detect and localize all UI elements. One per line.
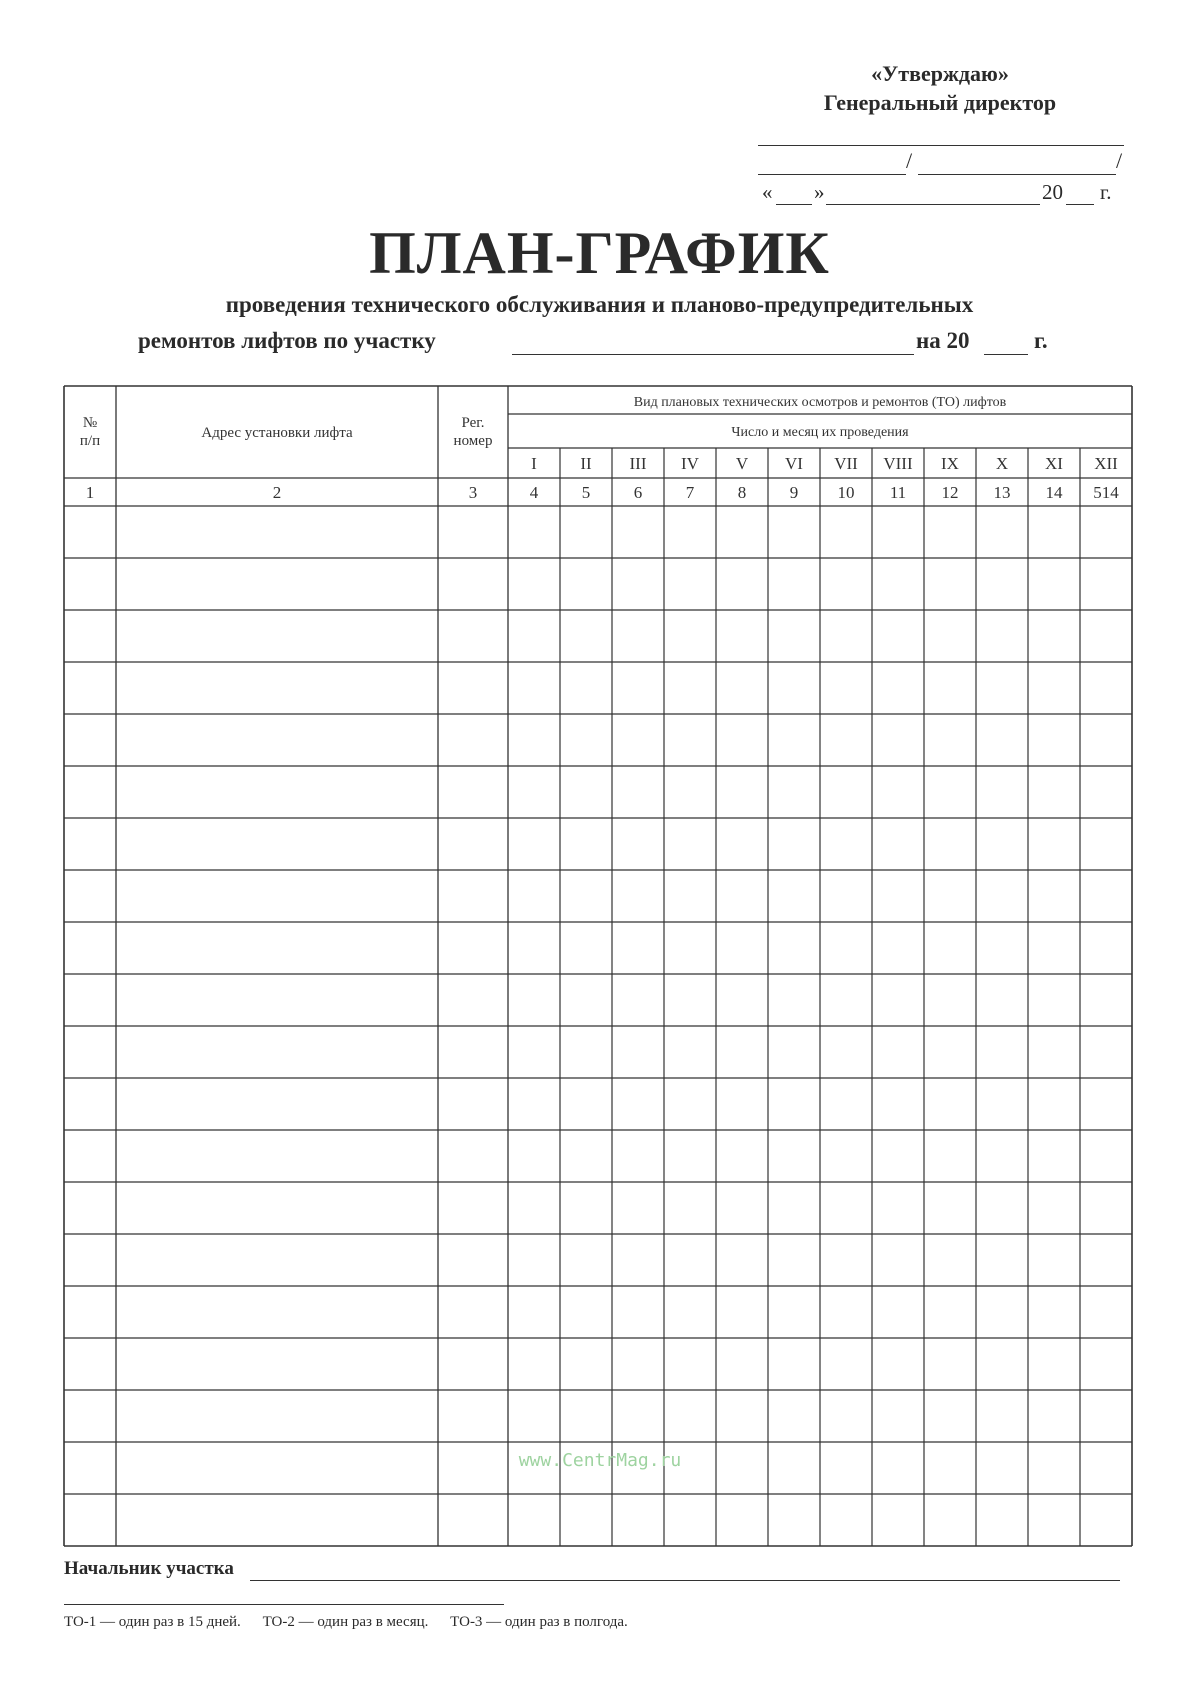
year-suffix: г.	[1100, 180, 1112, 204]
month-label-x: X	[995, 454, 1009, 473]
chief-signature-field[interactable]	[250, 1580, 1120, 1581]
column-number: 12	[941, 483, 959, 502]
subtitle-suffix: г.	[1034, 328, 1048, 353]
open-quote: «	[762, 180, 773, 204]
month-label-vii: VII	[834, 454, 858, 473]
month-label-vi: VI	[785, 454, 803, 473]
close-quote: »	[814, 180, 825, 204]
footnote-divider	[64, 1604, 504, 1605]
column-number: 7	[685, 483, 695, 502]
column-number: 13	[993, 483, 1011, 502]
approval-role: Генеральный директор	[823, 90, 1057, 115]
column-number: 9	[789, 483, 799, 502]
column-number: 5	[581, 483, 591, 502]
footnote-to2: ТО-2 — один раз в месяц.	[262, 1614, 429, 1630]
col-header-reg-line2: номер	[453, 433, 493, 449]
col-header-reg	[438, 414, 508, 450]
column-number: 514	[1093, 483, 1119, 502]
subtitle-prefix: ремонтов лифтов по участку	[138, 328, 436, 353]
page-title: ПЛАН-ГРАФИК	[369, 220, 830, 286]
column-number: 2	[272, 483, 282, 502]
group-subheader: Число и месяц их проведения	[731, 425, 909, 440]
footnote-to3: ТО-3 — один раз в полгода.	[450, 1614, 628, 1630]
col-header-address: Адрес установки лифта	[201, 425, 353, 441]
column-number: 14	[1045, 483, 1063, 502]
col-header-reg-line1: Рег.	[461, 415, 485, 431]
month-label-xi: XI	[1045, 454, 1063, 473]
year-prefix: 20	[1042, 180, 1063, 204]
footnote-to1: ТО-1 — один раз в 15 дней.	[64, 1614, 241, 1630]
month-label-i: I	[531, 454, 537, 473]
watermark: www.CentrMag.ru	[518, 1450, 682, 1471]
month-label-v: V	[735, 454, 749, 473]
month-label-xii: XII	[1094, 454, 1118, 473]
month-label-iii: III	[629, 454, 647, 473]
column-number: 4	[529, 483, 539, 502]
slash-separator: /	[906, 148, 913, 173]
subtitle-year: на 20	[916, 328, 970, 353]
month-label-ix: IX	[941, 454, 959, 473]
month-label-iv: IV	[681, 454, 699, 473]
column-number: 10	[837, 483, 855, 502]
footer-signature	[64, 1558, 1128, 1588]
subtitle-line-1: проведения технического обслуживания и планово-предупредительных	[225, 292, 974, 317]
col-header-no-line1: №	[82, 415, 98, 431]
approval-title: «Утверждаю»	[871, 61, 1009, 86]
month-label-ii: II	[580, 454, 592, 473]
slash-separator: /	[1116, 148, 1123, 173]
signature-label: Начальник участка	[64, 1558, 234, 1579]
group-header: Вид плановых технических осмотров и ремонтов (ТО) лифтов	[633, 395, 1007, 410]
column-number: 11	[889, 483, 907, 502]
column-number: 6	[633, 483, 643, 502]
col-header-no	[64, 414, 116, 450]
col-header-no-line2: п/п	[79, 433, 101, 449]
footnote	[64, 1614, 646, 1631]
column-number: 1	[85, 483, 95, 502]
month-label-viii: VIII	[883, 454, 913, 473]
column-number: 3	[468, 483, 478, 502]
column-number: 8	[737, 483, 747, 502]
